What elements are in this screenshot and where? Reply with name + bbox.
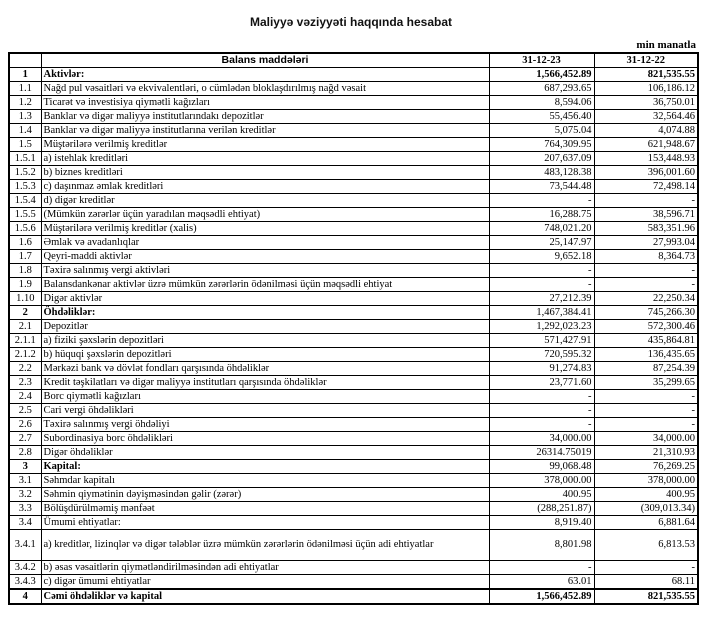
- table-row: [9, 404, 698, 418]
- row-label-cell: Depozitlər: [41, 320, 489, 334]
- row-number-cell: 1.5.6: [9, 222, 41, 236]
- table-row: [9, 208, 698, 222]
- row-number-cell: 1.1: [9, 82, 41, 96]
- row-number-cell: 2.4: [9, 390, 41, 404]
- row-number-cell: 1.9: [9, 278, 41, 292]
- row-number-cell: 1: [9, 68, 41, 82]
- row-number-cell: 1.5.1: [9, 152, 41, 166]
- table-header-row: [9, 53, 698, 68]
- value-cell-2022: -: [594, 264, 698, 278]
- unit-note: min manatla: [636, 39, 696, 51]
- value-cell-2023: -: [489, 418, 594, 432]
- value-cell-2023: 23,771.60: [489, 376, 594, 390]
- value-cell-2023: 483,128.38: [489, 166, 594, 180]
- value-cell-2023: 764,309.95: [489, 138, 594, 152]
- table-row: [9, 474, 698, 488]
- table-row: [9, 166, 698, 180]
- value-cell-2022: -: [594, 404, 698, 418]
- value-cell-2022: 32,564.46: [594, 110, 698, 124]
- row-label-cell: b) hüquqi şəxslərin depozitləri: [41, 348, 489, 362]
- value-cell-2023: 8,594.06: [489, 96, 594, 110]
- value-cell-2023: -: [489, 194, 594, 208]
- table-row: [9, 124, 698, 138]
- value-cell-2022: 8,364.73: [594, 250, 698, 264]
- value-cell-2022: 72,498.14: [594, 180, 698, 194]
- row-label-cell: a) istehlak kreditləri: [41, 152, 489, 166]
- row-label-cell: Bölüşdürülməmiş mənfəət: [41, 502, 489, 516]
- value-cell-2023: 27,212.39: [489, 292, 594, 306]
- table-row: [9, 320, 698, 334]
- row-label-cell: (Mümkün zərərlər üçün yaradılan məqsədli ehtiyat): [41, 208, 489, 222]
- row-number-cell: 4: [9, 589, 41, 604]
- value-cell-2022: 572,300.46: [594, 320, 698, 334]
- row-label-cell: Müştərilərə verilmiş kreditlər (xalis): [41, 222, 489, 236]
- value-cell-2022: 76,269.25: [594, 460, 698, 474]
- value-cell-2023: 55,456.40: [489, 110, 594, 124]
- value-cell-2022: 38,596.71: [594, 208, 698, 222]
- value-cell-2023: -: [489, 278, 594, 292]
- value-cell-2023: 378,000.00: [489, 474, 594, 488]
- row-label-cell: Müştərilərə verilmiş kreditlər: [41, 138, 489, 152]
- value-cell-2023: 1,467,384.41: [489, 306, 594, 320]
- row-number-cell: 2.8: [9, 446, 41, 460]
- row-label-cell: Subordinasiya borc öhdəlikləri: [41, 432, 489, 446]
- table-row: [9, 110, 698, 124]
- row-label-cell: Qeyri-maddi aktivlər: [41, 250, 489, 264]
- header-empty-cell: [9, 53, 41, 68]
- row-label-cell: Kredit təşkilatları və digər maliyyə institutları qarşısında öhdəliklər: [41, 376, 489, 390]
- value-cell-2023: 8,919.40: [489, 516, 594, 530]
- table-row: [9, 264, 698, 278]
- value-cell-2022: -: [594, 278, 698, 292]
- row-label-cell: Səhmdar kapitalı: [41, 474, 489, 488]
- row-label-cell: Banklar və digər maliyyə institutlarına verilən kreditlər: [41, 124, 489, 138]
- table-row: [9, 82, 698, 96]
- table-row: [9, 516, 698, 530]
- row-number-cell: 3.4.2: [9, 561, 41, 575]
- table-row: [9, 589, 698, 604]
- row-label-cell: Digər öhdəliklər: [41, 446, 489, 460]
- table-row: [9, 68, 698, 82]
- value-cell-2023: 1,566,452.89: [489, 589, 594, 604]
- value-cell-2022: 35,299.65: [594, 376, 698, 390]
- value-cell-2023: 73,544.48: [489, 180, 594, 194]
- value-cell-2022: 435,864.81: [594, 334, 698, 348]
- table-row: [9, 194, 698, 208]
- row-number-cell: 1.10: [9, 292, 41, 306]
- table-row: [9, 334, 698, 348]
- row-number-cell: 1.3: [9, 110, 41, 124]
- row-label-cell: b) əsas vəsaitlərin qiymətləndirilməsindən adi ehtiyatlar: [41, 561, 489, 575]
- value-cell-2023: 25,147.97: [489, 236, 594, 250]
- row-number-cell: 2.1: [9, 320, 41, 334]
- value-cell-2022: 68.11: [594, 575, 698, 590]
- value-cell-2022: 153,448.93: [594, 152, 698, 166]
- row-number-cell: 2.1.1: [9, 334, 41, 348]
- row-label-cell: Ticarət və investisiya qiymətli kağızları: [41, 96, 489, 110]
- header-balance-items: Balans maddələri: [41, 53, 489, 68]
- value-cell-2023: (288,251.87): [489, 502, 594, 516]
- table-row: [9, 575, 698, 590]
- value-cell-2022: -: [594, 194, 698, 208]
- row-label-cell: Balansdankənar aktivlər üzrə mümkün zərərlərin ödənilməsi üçün məqsədli ehtiyat: [41, 278, 489, 292]
- row-number-cell: 2.2: [9, 362, 41, 376]
- value-cell-2022: 34,000.00: [594, 432, 698, 446]
- table-row: [9, 390, 698, 404]
- value-cell-2022: 583,351.96: [594, 222, 698, 236]
- value-cell-2022: 4,074.88: [594, 124, 698, 138]
- value-cell-2023: 63.01: [489, 575, 594, 590]
- row-label-cell: Səhmin qiymətinin dəyişməsindən gəlir (zərər): [41, 488, 489, 502]
- row-number-cell: 1.5.4: [9, 194, 41, 208]
- value-cell-2022: 87,254.39: [594, 362, 698, 376]
- table-row: [9, 488, 698, 502]
- value-cell-2023: -: [489, 561, 594, 575]
- row-label-cell: Öhdəliklər:: [41, 306, 489, 320]
- table-row: [9, 446, 698, 460]
- row-number-cell: 2.7: [9, 432, 41, 446]
- value-cell-2023: 16,288.75: [489, 208, 594, 222]
- row-number-cell: 3: [9, 460, 41, 474]
- value-cell-2022: 22,250.34: [594, 292, 698, 306]
- row-number-cell: 3.3: [9, 502, 41, 516]
- row-number-cell: 1.5.3: [9, 180, 41, 194]
- row-label-cell: Digər aktivlər: [41, 292, 489, 306]
- value-cell-2022: 821,535.55: [594, 589, 698, 604]
- row-label-cell: Nağd pul vəsaitləri və ekvivalentləri, o cümlədən bloklaşdırılmış nağd vəsait: [41, 82, 489, 96]
- row-label-cell: Təxirə salınmış vergi öhdəliyi: [41, 418, 489, 432]
- value-cell-2022: 378,000.00: [594, 474, 698, 488]
- row-label-cell: Mərkəzi bank və dövlət fondları qarşısında öhdəliklər: [41, 362, 489, 376]
- value-cell-2022: 36,750.01: [594, 96, 698, 110]
- row-label-cell: Ümumi ehtiyatlar:: [41, 516, 489, 530]
- value-cell-2023: 1,566,452.89: [489, 68, 594, 82]
- table-row: [9, 362, 698, 376]
- balance-table-body: [9, 68, 698, 605]
- row-number-cell: 1.6: [9, 236, 41, 250]
- table-row: [9, 152, 698, 166]
- row-label-cell: Banklar və digər maliyyə institutlarındakı depozitlər: [41, 110, 489, 124]
- value-cell-2022: 6,881.64: [594, 516, 698, 530]
- row-number-cell: 3.1: [9, 474, 41, 488]
- balance-sheet-table: [8, 52, 699, 605]
- row-label-cell: b) biznes kreditləri: [41, 166, 489, 180]
- table-row: [9, 96, 698, 110]
- table-row: [9, 278, 698, 292]
- table-row: [9, 432, 698, 446]
- value-cell-2022: 21,310.93: [594, 446, 698, 460]
- row-number-cell: 2.5: [9, 404, 41, 418]
- value-cell-2022: -: [594, 418, 698, 432]
- value-cell-2023: 1,292,023.23: [489, 320, 594, 334]
- header-date-2022: 31-12-22: [594, 53, 698, 68]
- row-label-cell: Təxirə salınmış vergi aktivləri: [41, 264, 489, 278]
- value-cell-2023: 571,427.91: [489, 334, 594, 348]
- value-cell-2023: 5,075.04: [489, 124, 594, 138]
- value-cell-2023: 8,801.98: [489, 530, 594, 561]
- table-row: [9, 292, 698, 306]
- row-label-cell: Aktivlər:: [41, 68, 489, 82]
- value-cell-2022: -: [594, 561, 698, 575]
- row-number-cell: 3.4.3: [9, 575, 41, 590]
- value-cell-2023: -: [489, 264, 594, 278]
- row-label-cell: Kapital:: [41, 460, 489, 474]
- table-row: [9, 530, 698, 561]
- value-cell-2022: 6,813.53: [594, 530, 698, 561]
- row-number-cell: 1.7: [9, 250, 41, 264]
- table-row: [9, 138, 698, 152]
- table-row: [9, 376, 698, 390]
- table-row: [9, 502, 698, 516]
- value-cell-2022: -: [594, 390, 698, 404]
- value-cell-2023: 207,637.09: [489, 152, 594, 166]
- value-cell-2023: 26314.75019: [489, 446, 594, 460]
- row-number-cell: 3.4.1: [9, 530, 41, 561]
- value-cell-2022: (309,013.34): [594, 502, 698, 516]
- row-label-cell: Borc qiymətli kağızları: [41, 390, 489, 404]
- value-cell-2022: 136,435.65: [594, 348, 698, 362]
- table-row: [9, 418, 698, 432]
- value-cell-2023: 720,595.32: [489, 348, 594, 362]
- table-row: [9, 561, 698, 575]
- value-cell-2023: 99,068.48: [489, 460, 594, 474]
- row-label-cell: a) kreditlər, lizinqlər və digər tələblər üzrə mümkün zərərlərin ödənilməsi üçün adi ehtiyatlar: [41, 530, 489, 561]
- row-number-cell: 1.5.5: [9, 208, 41, 222]
- value-cell-2022: 821,535.55: [594, 68, 698, 82]
- row-number-cell: 1.4: [9, 124, 41, 138]
- row-number-cell: 2.3: [9, 376, 41, 390]
- value-cell-2023: 687,293.65: [489, 82, 594, 96]
- table-row: [9, 180, 698, 194]
- row-number-cell: 3.4: [9, 516, 41, 530]
- row-label-cell: d) digər kreditlər: [41, 194, 489, 208]
- table-row: [9, 236, 698, 250]
- value-cell-2023: 748,021.20: [489, 222, 594, 236]
- table-row: [9, 222, 698, 236]
- value-cell-2023: -: [489, 390, 594, 404]
- table-row: [9, 250, 698, 264]
- row-label-cell: Cari vergi öhdəlikləri: [41, 404, 489, 418]
- row-number-cell: 1.5.2: [9, 166, 41, 180]
- table-row: [9, 306, 698, 320]
- row-number-cell: 2.6: [9, 418, 41, 432]
- row-number-cell: 3.2: [9, 488, 41, 502]
- row-number-cell: 2: [9, 306, 41, 320]
- row-label-cell: c) daşınmaz əmlak kreditləri: [41, 180, 489, 194]
- value-cell-2022: 106,186.12: [594, 82, 698, 96]
- header-date-2023: 31-12-23: [489, 53, 594, 68]
- page-title: Maliyyə vəziyyəti haqqında hesabat: [249, 15, 453, 29]
- value-cell-2022: 745,266.30: [594, 306, 698, 320]
- row-number-cell: 1.5: [9, 138, 41, 152]
- value-cell-2022: 400.95: [594, 488, 698, 502]
- row-number-cell: 2.1.2: [9, 348, 41, 362]
- value-cell-2023: 9,652.18: [489, 250, 594, 264]
- row-number-cell: 1.2: [9, 96, 41, 110]
- value-cell-2022: 396,001.60: [594, 166, 698, 180]
- value-cell-2022: 27,993.04: [594, 236, 698, 250]
- table-row: [9, 460, 698, 474]
- value-cell-2023: 91,274.83: [489, 362, 594, 376]
- table-row: [9, 348, 698, 362]
- row-label-cell: a) fiziki şəxslərin depozitləri: [41, 334, 489, 348]
- value-cell-2023: 34,000.00: [489, 432, 594, 446]
- row-label-cell: Cəmi öhdəliklər və kapital: [41, 589, 489, 604]
- row-number-cell: 1.8: [9, 264, 41, 278]
- value-cell-2023: 400.95: [489, 488, 594, 502]
- row-label-cell: c) digər ümumi ehtiyatlar: [41, 575, 489, 590]
- row-label-cell: Əmlak və avadanlıqlar: [41, 236, 489, 250]
- value-cell-2022: 621,948.67: [594, 138, 698, 152]
- value-cell-2023: -: [489, 404, 594, 418]
